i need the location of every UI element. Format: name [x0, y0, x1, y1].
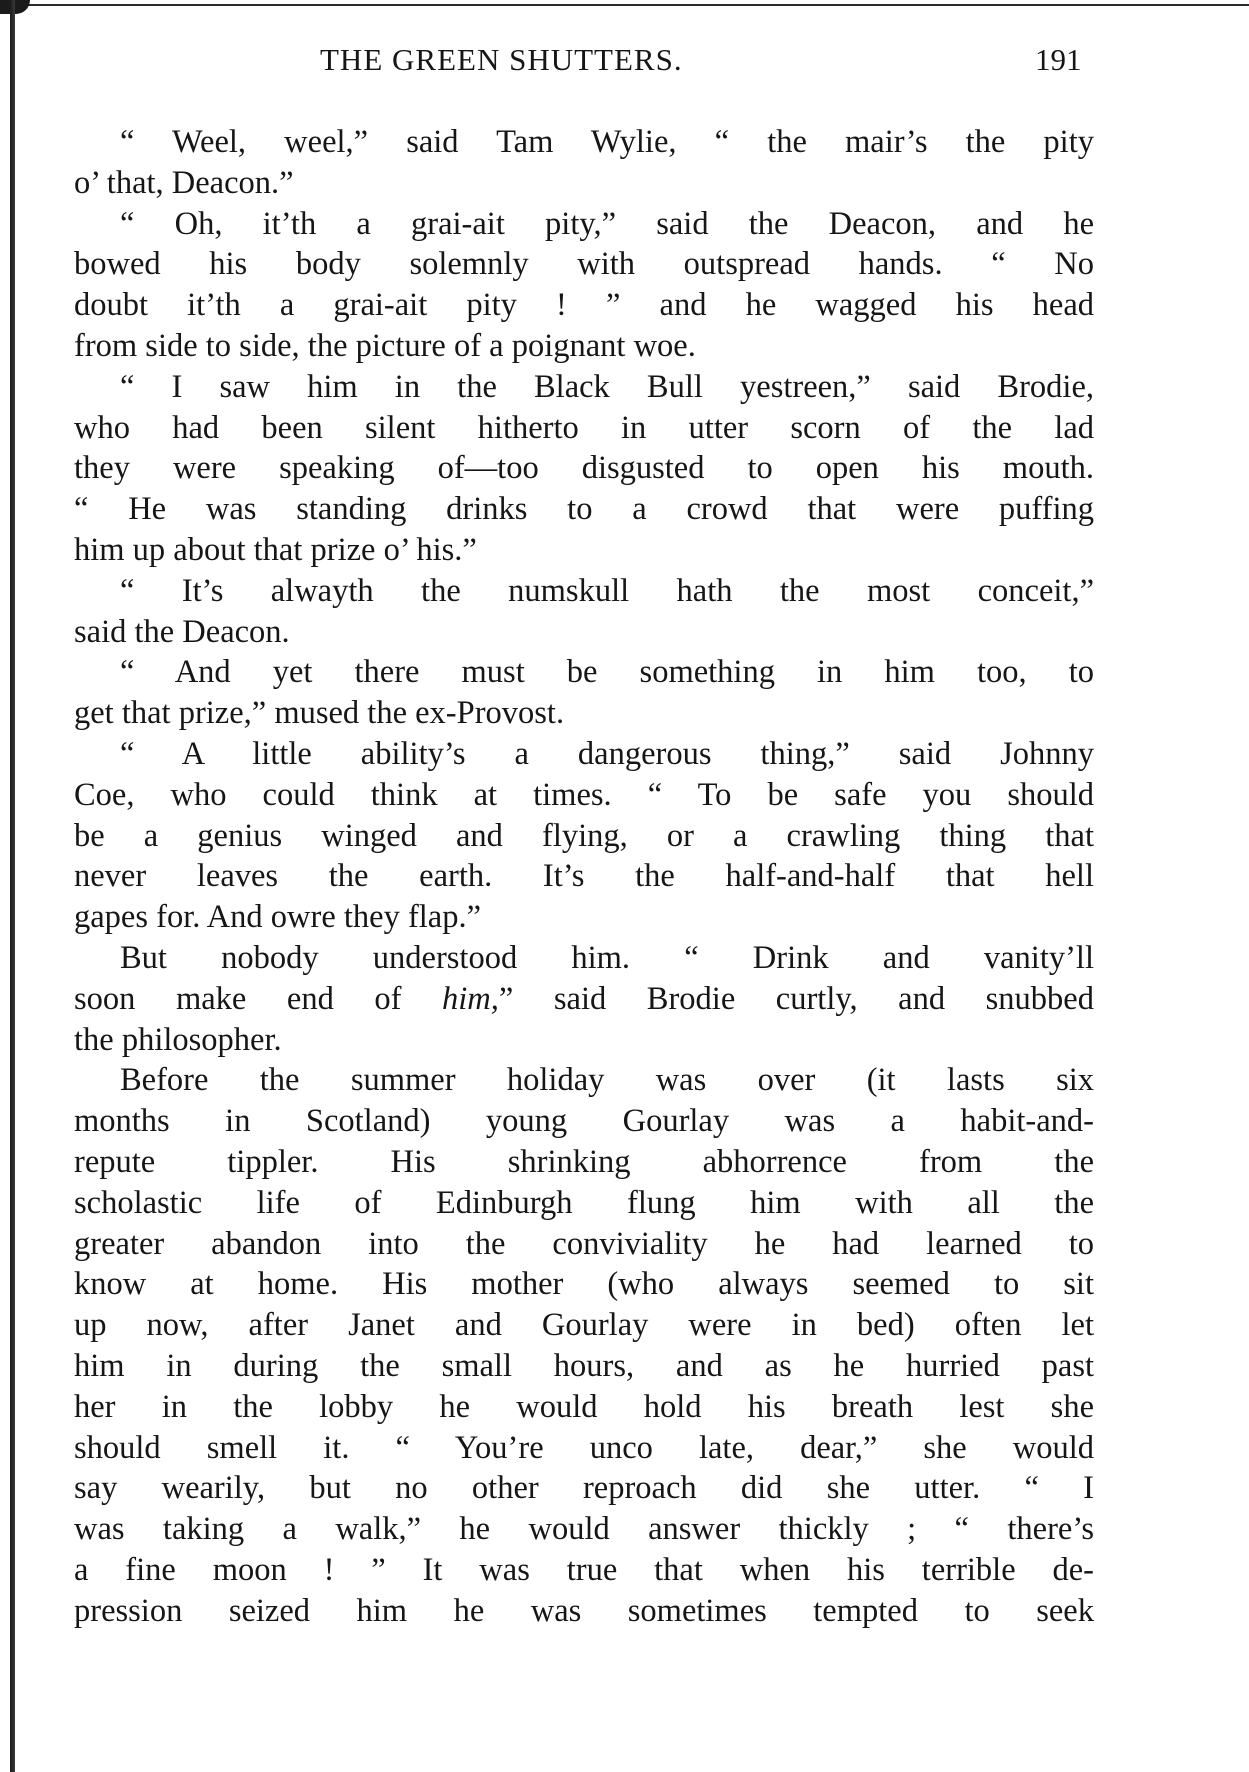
text-line	[74, 979, 1094, 1020]
text-line: be a genius winged and flying, or a crawling thing that	[74, 817, 1094, 854]
scan-binding-edge	[10, 0, 15, 1772]
text-line: the philosopher.	[74, 1021, 282, 1058]
text-line: who had been silent hitherto in utter scorn of the lad	[74, 409, 1094, 446]
text-run: ” said Brodie curtly, and snubbed	[498, 980, 1094, 1017]
text-line: scholastic life of Edinburgh flung him with all the	[74, 1184, 1094, 1221]
running-head	[80, 42, 1080, 82]
text-line: doubt it’th a grai-ait pity ! ” and he wagged his head	[74, 287, 1094, 324]
text-line: from side to side, the picture of a poignant woe.	[74, 327, 696, 364]
body-text	[74, 122, 1094, 1631]
page-number: 191	[1035, 42, 1082, 77]
text-line: Before the summer holiday was over (it lasts six	[120, 1062, 1094, 1099]
text-line: her in the lobby he would hold his breath lest she	[74, 1388, 1094, 1425]
text-line: Coe, who could think at times. “ To be safe you should	[74, 776, 1094, 813]
text-line: up now, after Janet and Gourlay were in bed) often let	[74, 1307, 1094, 1344]
text-line: “ He was standing drinks to a crowd that were puffing	[74, 491, 1094, 528]
scan-binding-corner	[0, 0, 30, 14]
text-line: “ Weel, weel,” said Tam Wylie, “ the mair’s the pity	[120, 124, 1094, 160]
scan-top-rule	[0, 4, 1249, 6]
text-line: “ And yet there must be something in him too, to	[120, 654, 1094, 691]
text-line: know at home. His mother (who always seemed to sit	[74, 1266, 1094, 1303]
text-line: should smell it. “ You’re unco late, dear,” she would	[74, 1429, 1094, 1466]
text-line: him in during the small hours, and as he hurried past	[74, 1347, 1094, 1384]
text-line: “ I saw him in the Black Bull yestreen,” said Brodie,	[120, 368, 1094, 405]
running-title: THE GREEN SHUTTERS.	[320, 42, 683, 77]
text-line: was taking a walk,” he would answer thickly ; “ there’s	[74, 1511, 1094, 1548]
text-line: they were speaking of—too disgusted to open his mouth.	[74, 450, 1094, 487]
text-line: “ It’s alwayth the numskull hath the most conceit,”	[120, 572, 1094, 609]
text-line: a fine moon ! ” It was true that when his terrible de-	[74, 1551, 1094, 1588]
text-run: soon make end of	[74, 980, 443, 1017]
text-line: pression seized him he was sometimes tempted to seek	[74, 1592, 1094, 1629]
text-line: “ Oh, it’th a grai-ait pity,” said the Deacon, and he	[120, 205, 1094, 242]
text-line: o’ that, Deacon.”	[74, 164, 294, 201]
text-line: never leaves the earth. It’s the half-and-half that hell	[74, 858, 1094, 895]
text-line: months in Scotland) young Gourlay was a habit-and-	[74, 1103, 1094, 1140]
text-line: bowed his body solemnly with outspread hands. “ No	[74, 246, 1094, 283]
text-line: him up about that prize o’ his.”	[74, 531, 477, 568]
text-line: greater abandon into the conviviality he had learned to	[74, 1225, 1094, 1262]
text-line: get that prize,” mused the ex-Provost.	[74, 695, 565, 732]
text-line: repute tippler. His shrinking abhorrence from the	[74, 1143, 1094, 1180]
text-line: gapes for. And owre they flap.”	[74, 899, 482, 936]
text-line: said the Deacon.	[74, 613, 290, 650]
italic-run: him,	[442, 980, 499, 1017]
text-line: say wearily, but no other reproach did she utter. “ I	[74, 1470, 1094, 1507]
text-line: “ A little ability’s a dangerous thing,” said Johnny	[120, 735, 1094, 772]
text-line: But nobody understood him. “ Drink and vanity’ll	[120, 939, 1094, 976]
